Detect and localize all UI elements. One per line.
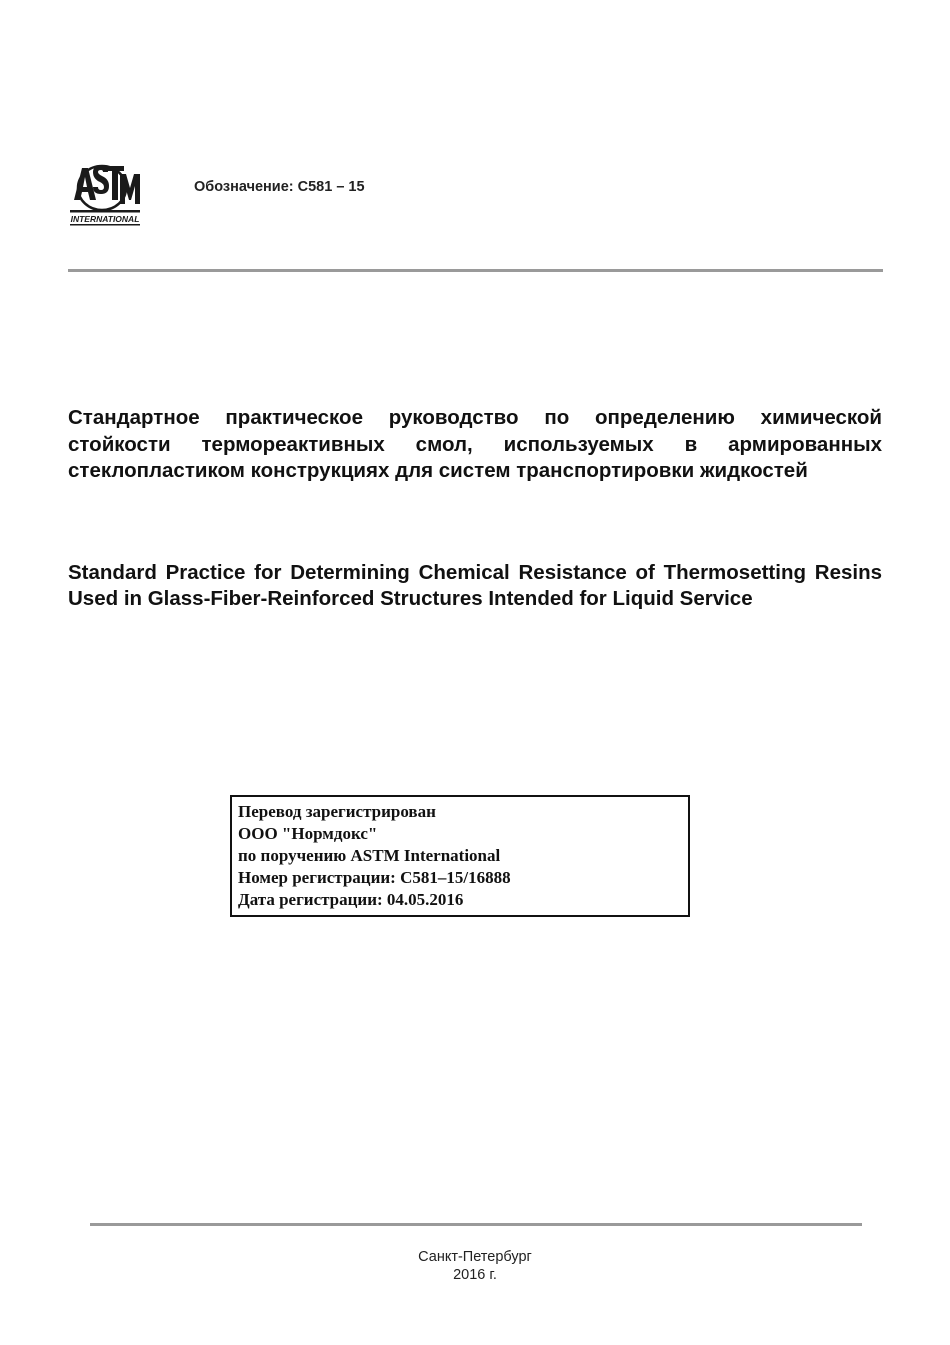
footer-year: 2016 г. [453,1267,497,1283]
footer-city: Санкт-Петербург [418,1249,532,1265]
logo-wordmark: INTERNATIONAL [70,214,140,224]
title-russian: Стандартное практическое руководство по определению химической стойкости термореактивных смол, используемых в армированных стеклопластиком конструкциях для систем транспортировки жидкостей [68,406,882,482]
astm-logo-graphic [66,160,144,228]
astm-international-logo [66,160,144,228]
registration-number: Номер регистрации: C581–15/16888 [238,868,511,887]
footer [0,1248,950,1284]
registration-line: по поручению ASTM International [238,846,501,865]
document-designation: Обозначение: C581 – 15 [194,179,365,195]
title-english: Standard Practice for Determining Chemical Resistance of Thermosetting Resins Used in Glass-Fiber-Reinforced Structures Intended for Liquid Service [68,561,882,610]
registration-date: Дата регистрации: 04.05.2016 [238,890,464,909]
top-divider [68,269,883,272]
registration-line: ООО "Нормдокс" [238,824,378,843]
bottom-divider [90,1223,862,1226]
registration-box [230,795,690,917]
registration-line: Перевод зарегистрирован [238,802,436,821]
